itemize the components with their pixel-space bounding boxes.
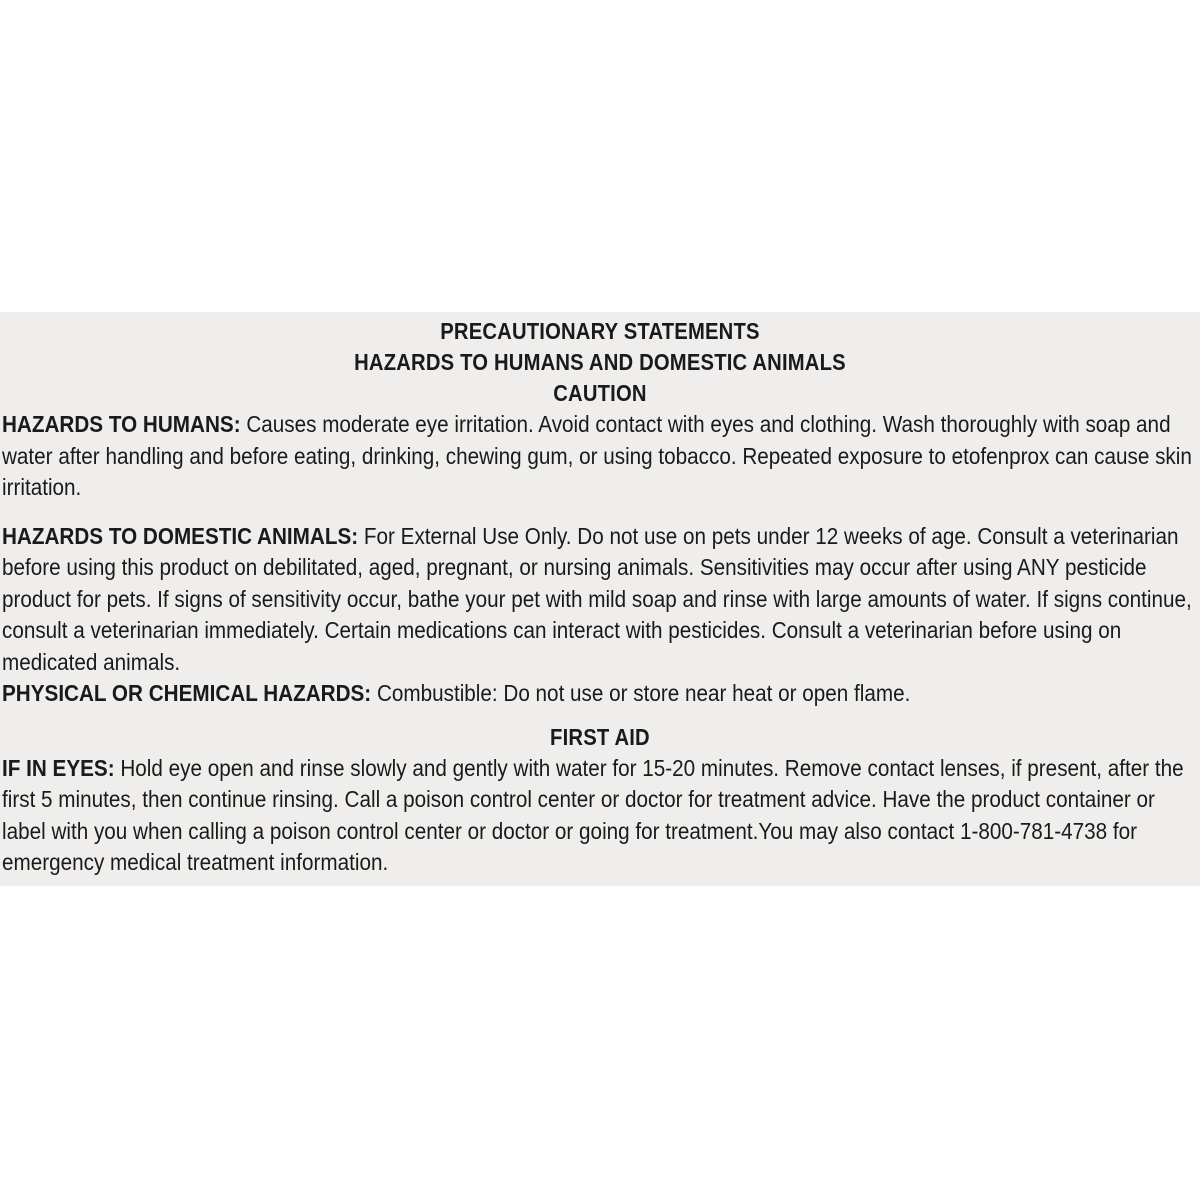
heading-caution: CAUTION xyxy=(553,380,647,406)
spacer xyxy=(2,710,1198,722)
hazards-to-domestic-animals-lead: HAZARDS TO DOMESTIC ANIMALS: xyxy=(2,522,359,549)
if-in-eyes-lead: IF IN EYES: xyxy=(2,754,115,781)
physical-chemical-hazards-paragraph xyxy=(2,678,1198,710)
heading-precautionary-statements: PRECAUTIONARY STATEMENTS xyxy=(440,318,760,344)
label-panel xyxy=(0,312,1200,886)
label-text-block xyxy=(2,316,1198,879)
heading-first-aid: FIRST AID xyxy=(550,723,650,750)
physical-chemical-hazards-lead: PHYSICAL OR CHEMICAL HAZARDS: xyxy=(2,680,372,706)
heading-hazards-humans-domestic-animals: HAZARDS TO HUMANS AND DOMESTIC ANIMALS xyxy=(354,349,846,375)
physical-chemical-hazards-text: Combustible: Do not use or store near heat or open flame. xyxy=(371,680,911,706)
hazards-to-domestic-animals-text: For External Use Only. Do not use on pets under 12 weeks of age. Consult a veterinarian before using this product on debilitated, aged, pregnant, or nursing animals. Sensitivities may occur after using ANY pesticide product for pets. If signs of sensitivity occur, bathe your pet with mild soap and rinse with large amounts of water. If signs continue, consult a veterinarian immediately. Certain medications can interact with pesticides. Consult a veterinarian before using on medicated animals. xyxy=(2,522,1192,675)
hazards-to-humans-paragraph xyxy=(2,409,1198,504)
hazards-to-humans-text: Causes moderate eye irritation. Avoid contact with eyes and clothing. Wash thoroughly with soap and water after handling and before eating, drinking, chewing gum, or using tobacco. Repeated exposure to etofenprox can cause skin irritation. xyxy=(2,411,1192,500)
hazards-to-domestic-animals-paragraph xyxy=(2,521,1198,679)
if-in-eyes-paragraph xyxy=(2,753,1198,879)
if-in-eyes-text: Hold eye open and rinse slowly and gently with water for 15-20 minutes. Remove contact lenses, if present, after the first 5 minutes, then continue rinsing. Call a poison control center or doctor for treatment advice. Have the product container or label with you when calling a poison control center or doctor or going for treatment.You may also contact 1-800-781-4738 for emergency medical treatment information. xyxy=(2,754,1184,875)
hazards-to-humans-lead: HAZARDS TO HUMANS: xyxy=(2,411,241,437)
spacer xyxy=(2,504,1198,521)
